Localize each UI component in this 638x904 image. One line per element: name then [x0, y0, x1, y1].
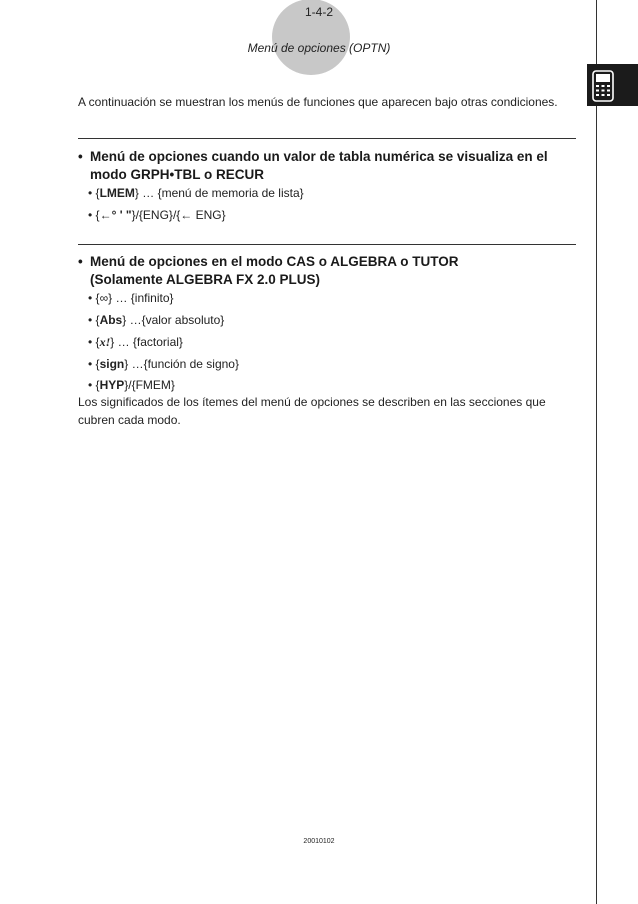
heading-bullet: •: [78, 149, 83, 164]
calculator-icon: [592, 70, 614, 102]
list-item: • {HYP}/{FMEM}: [88, 378, 175, 392]
list-item: • {∞} … {infinito}: [88, 291, 174, 305]
section-heading: • Menú de opciones cuando un valor de tabla numérica se visualiza en el modo GRPH•TBL o RECUR: [78, 149, 548, 182]
section-heading: • Menú de opciones en el modo CAS o ALGEBRA o TUTOR (Solamente ALGEBRA FX 2.0 PLUS): [78, 254, 459, 287]
list-item: • {←° ' "}/{ENG}/{← ENG}: [88, 208, 226, 222]
list-item: • {Abs} …{valor absoluto}: [88, 313, 225, 327]
chapter-tab: [587, 64, 638, 106]
closing-paragraph: Los significados de los ítemes del menú de opciones se describen en las secciones que cubren cada modo.: [78, 395, 546, 427]
section-number: 1-4-2: [304, 5, 333, 19]
margin-rule: [596, 0, 597, 904]
list-item: • {x!} … {factorial}: [88, 335, 183, 349]
list-item: • {LMEM} … {menú de memoria de lista}: [88, 186, 304, 200]
heading-bullet: •: [78, 254, 83, 269]
section-divider: [78, 244, 576, 245]
section-divider: [78, 138, 576, 139]
intro-paragraph: A continuación se muestran los menús de funciones que aparecen bajo otras condiciones.: [78, 95, 558, 109]
page-title: Menú de opciones (OPTN): [247, 41, 391, 55]
footer-code: 20010102: [303, 838, 335, 845]
list-item: • {sign} …{función de signo}: [88, 357, 239, 371]
